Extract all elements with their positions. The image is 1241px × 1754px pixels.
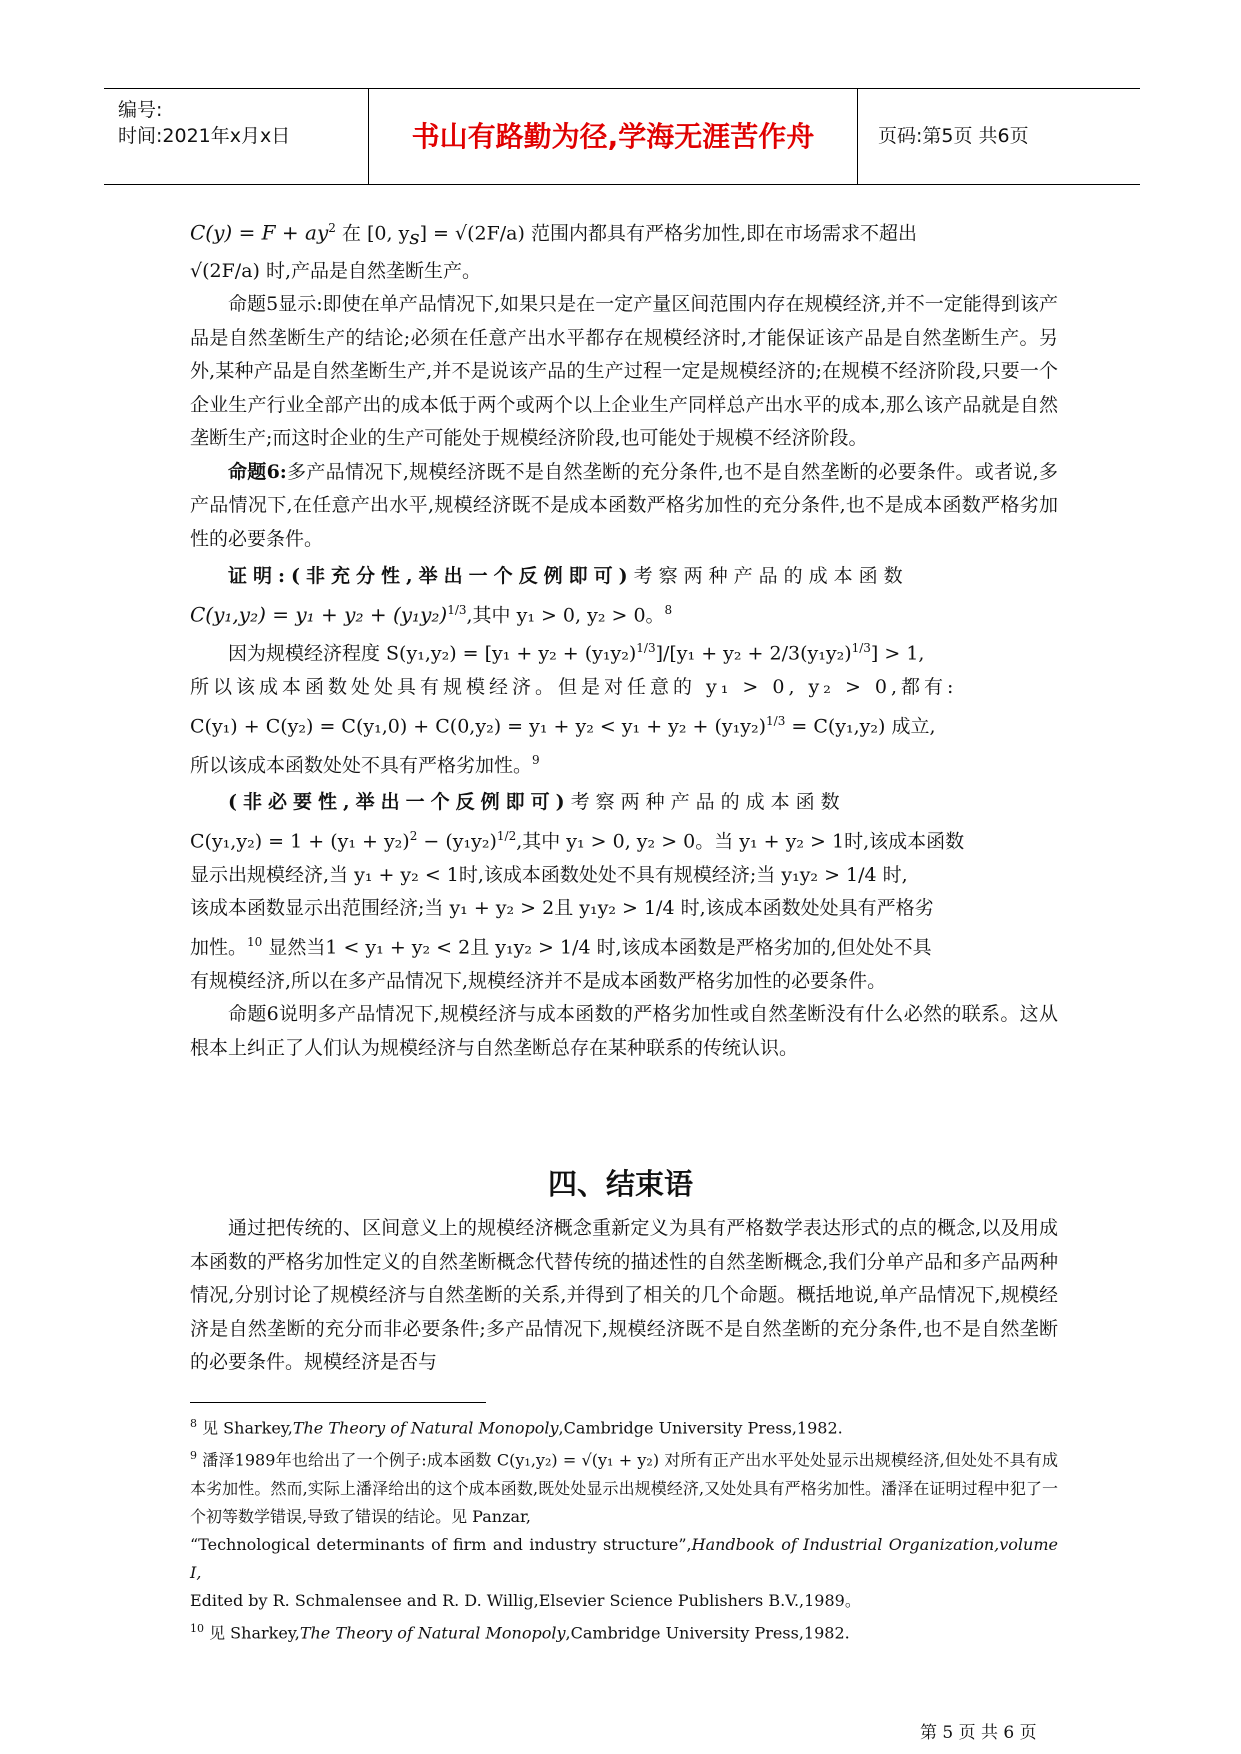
paragraph: (非必要性,举出一个反例即可)考察两种产品的成本函数 xyxy=(228,791,846,814)
paragraph: 有规模经济,所以在多产品情况下,规模经济并不是成本函数严格劣加性的必要条件。 xyxy=(190,969,887,992)
page-number: 第 5 页 共 6 页 xyxy=(920,1723,1037,1743)
proposition-label: 命题6: xyxy=(228,460,287,483)
time-label: 时间:2021年x月x日 xyxy=(118,125,291,147)
counterexample-label: (非必要性,举出一个反例即可) xyxy=(228,791,571,814)
footnote-ref: 8 xyxy=(664,602,673,617)
paragraph: 显示出规模经济,当 y₁ + y₂ < 1时,该成本函数处处不具有规模经济;当 y₁y₂ > 1/4 时, xyxy=(190,863,908,886)
paragraph: 加性。$^{10}$ 显然当1 < y₁ + y₂ < 2且 y₁y₂ > 1/4 时,该成本函数是严格劣加的,但处处不具 xyxy=(190,934,932,959)
body-text xyxy=(190,212,1058,1065)
paragraph: $C(y_1) + C(y_2) = C(y_1,0) + C(0,y_2) = y_1 + y_2 < y_1 + y_2 + (y_1y_2)^{1/3} = C(y_1,y_2)$ 成立, xyxy=(190,713,936,738)
footnote-9: $^9$ 潘泽1989年也给出了一个例子:成本函数 C(y₁,y₂) = √(y₁ + y₂) 对所有正产出水平处处显示出规模经济,但处处不具有成本劣加性。然而,实际上潘泽给出的这个成本函数,既处处显示出规模经济,又处处具有严格劣加性。潘泽在证明过程中犯了一个初等数学错误,导致了错误的结论。见 Panzar, “Technological determinants of firm and industry structure”,Handbook of Industrial Organization,volume Ⅰ, Edited by R. Schmalensee and R. D. Willig,Elsevier Science Publishers B.V.,1989。 xyxy=(190,1449,1058,1610)
paragraph: $C(y_1,y_2) = 1 + (y_1 + y_2)^2 - (y_1y_2)^{1/2}$,其中 y₁ > 0, y₂ > 0。当 y₁ + y₂ > 1时,该成本函数 xyxy=(190,828,965,853)
proof-label: 证明:(非充分性,举出一个反例即可) xyxy=(228,565,634,588)
footnote-ref: 9 xyxy=(532,752,540,767)
page-header xyxy=(104,88,1140,185)
footnote-8: $^8$ 见 Sharkey,The Theory of Natural Monopoly,Cambridge University Press,1982. xyxy=(190,1417,843,1438)
footnotes xyxy=(190,1410,1058,1647)
paragraph: 所以该成本函数处处具有规模经济。但是对任意的 y₁ > 0, y₂ > 0,都有: xyxy=(190,676,958,699)
paragraph: $C(y) = F + ay^2$ 在 [0, $y_s] = √(2F/a)$ 范围内都具有严格劣加性,即在市场需求不超出 √(2F/a) 时,产品是自然垄断生产。 xyxy=(190,220,918,282)
section-title: 四、结束语 xyxy=(547,1167,693,1201)
paragraph: 证明:(非充分性,举出一个反例即可)考察两种产品的成本函数 $C(y_1,y_2) = y_1 + y_2 + (y_1y_2)^{1/3}$,其中 y₁ > 0, y₂ > 0。$^8$ xyxy=(190,565,909,626)
page-label: 页码:第5页 共6页 xyxy=(878,125,1029,147)
header-left-cell xyxy=(104,89,366,184)
paragraph: 通过把传统的、区间意义上的规模经济概念重新定义为具有严格数学表达形式的点的概念,以及用成本函数的严格劣加性定义的自然垄断概念代替传统的描述性的自然垄断概念,我们分单产品和多产品两种情况,分别讨论了规模经济与自然垄断的关系,并得到了相关的几个命题。概括地说,单产品情况下,规模经济是自然垄断的充分而非必要条件;多产品情况下,规模经济既不是自然垄断的充分条件,也不是自然垄断的必要条件。规模经济是否与 xyxy=(190,1217,1058,1373)
paragraph: 所以该成本函数处处不具有严格劣加性。$^9$ xyxy=(190,752,540,776)
paragraph: 命题6说明多产品情况下,规模经济与成本函数的严格劣加性或自然垄断没有什么必然的联系。这从根本上纠正了人们认为规模经济与自然垄断总存在某种联系的传统认识。 xyxy=(190,1003,1058,1059)
paragraph: 因为规模经济程度 $S(y_1,y_2) = [y_1 + y_2 + (y_1y_2)^{1/3}]/[y_1 + y_2 + 2/3(y_1y_2)^{1/3}] > 1$, xyxy=(228,641,925,665)
footnote-ref: 10 xyxy=(247,934,263,949)
paragraph: 命题5显示:即使在单产品情况下,如果只是在一定产量区间范围内存在规模经济,并不一定能得到该产品是自然垄断生产的结论;必须在任意产出水平都存在规模经济时,才能保证该产品是自然垄断生产。另外,某种产品是自然垄断生产,并不是说该产品的生产过程一定是规模经济的;在规模不经济阶段,只要一个企业生产行业全部产出的成本低于两个或两个以上企业生产同样总产出水平的成本,那么该产品就是自然垄断生产;而这时企业的生产可能处于规模经济阶段,也可能处于规模不经济阶段。 xyxy=(190,293,1058,450)
section-body xyxy=(190,1212,1058,1380)
paragraph: 命题6:多产品情况下,规模经济既不是自然垄断的充分条件,也不是自然垄断的必要条件。或者说,多产品情况下,在任意产出水平,规模经济既不是成本函数严格劣加性的充分条件,也不是成本函数严格劣加性的必要条件。 xyxy=(190,460,1058,550)
motto: 书山有路勤为径,学海无涯苦作舟 xyxy=(368,89,858,184)
number-label: 编号: xyxy=(118,99,163,121)
footnote-10: $^{10}$ 见 Sharkey,The Theory of Natural Monopoly,Cambridge University Press,1982. xyxy=(190,1621,850,1642)
footnote-rule xyxy=(190,1402,486,1403)
paragraph: 该成本函数显示出范围经济;当 y₁ + y₂ > 2且 y₁y₂ > 1/4 时,该成本函数处处具有严格劣 xyxy=(190,897,934,920)
